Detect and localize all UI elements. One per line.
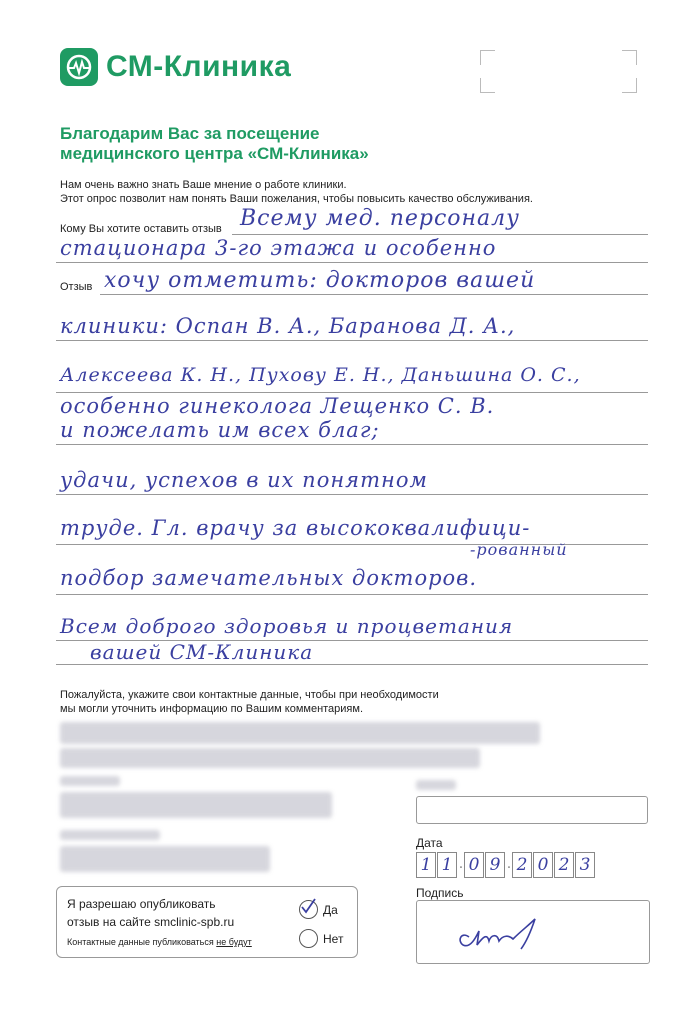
consent-note-emphasis: не будут [216, 937, 252, 947]
redacted-email-field [60, 846, 270, 872]
contact-prompt-line-1: Пожалуйста, укажите свои контактные данные, чтобы при необходимости [60, 689, 439, 701]
date-digit: 9 [485, 852, 505, 878]
date-label: Дата [416, 836, 443, 850]
ruled-line [100, 294, 648, 295]
handwritten-review-line: удачи, успехов в их понятном [60, 468, 428, 492]
logo-icon [60, 48, 98, 86]
ruled-line [232, 234, 648, 235]
checkmark-icon [298, 897, 318, 917]
handwritten-review-line: вашей СМ-Клиника [90, 640, 314, 664]
handwritten-signature [417, 901, 649, 963]
date-field[interactable] [416, 852, 596, 878]
ruled-line [56, 340, 648, 341]
date-digit: 0 [533, 852, 553, 878]
publish-consent-box [56, 886, 358, 958]
redacted-label [416, 780, 456, 790]
brand-name: СМ-Клиника [106, 50, 292, 83]
contact-input-field[interactable] [416, 796, 648, 824]
recipient-label: Кому Вы хотите оставить отзыв [60, 223, 222, 235]
consent-line-2: отзыв на сайте smclinic-spb.ru [67, 915, 235, 929]
page-title-line-1: Благодарим Вас за посещение [60, 124, 320, 143]
handwritten-recipient-line: Всему мед. персоналу [240, 206, 520, 231]
radio-yes-label: Да [323, 903, 338, 917]
signature-label: Подпись [416, 886, 464, 900]
handwritten-review-line: особенно гинеколога Лещенко С. В. [60, 394, 495, 418]
date-digit: 0 [464, 852, 484, 878]
date-digit: 1 [437, 852, 457, 878]
ruled-line [56, 444, 648, 445]
redacted-name-field [60, 748, 480, 768]
date-separator: . [458, 855, 464, 872]
redacted-label [60, 776, 120, 786]
consent-note [67, 935, 252, 949]
date-digit: 2 [554, 852, 574, 878]
ruled-line [56, 262, 648, 263]
radio-no[interactable] [299, 929, 318, 948]
handwritten-review-line: -рованный [470, 540, 568, 559]
date-digit: 2 [512, 852, 532, 878]
radio-no-label: Нет [323, 932, 344, 946]
intro-line-1: Нам очень важно знать Ваше мнение о работе клиники. [60, 179, 347, 191]
handwritten-review-line: хочу отметить: докторов вашей [104, 268, 536, 293]
ruled-line [56, 594, 648, 595]
page-title-line-2: медицинского центра «СМ-Клиника» [60, 144, 369, 163]
signature-field[interactable] [416, 900, 650, 964]
handwritten-review-line: труде. Гл. врачу за высококвалифици- [60, 516, 531, 540]
ruled-line [56, 664, 648, 665]
corner-mark-top-right [622, 50, 637, 65]
review-label: Отзыв [60, 281, 93, 293]
handwritten-review-line: подбор замечательных докторов. [60, 566, 478, 590]
ecg-pulse-icon [60, 48, 98, 86]
corner-mark-bottom-left [480, 78, 495, 93]
date-digit: 3 [575, 852, 595, 878]
handwritten-review-line: клиники: Оспан В. А., Баранова Д. А., [60, 314, 516, 338]
ruled-line [56, 494, 648, 495]
date-digit: 1 [416, 852, 436, 878]
handwritten-review-line: Всем доброго здоровья и процветания [60, 614, 514, 638]
contact-prompt-line-2: мы могли уточнить информацию по Вашим комментариям. [60, 703, 364, 715]
redacted-phone-field [60, 792, 332, 818]
redacted-name-field [60, 722, 540, 744]
consent-line-1: Я разрешаю опубликовать [67, 897, 216, 911]
date-separator: . [506, 855, 512, 872]
handwritten-recipient-line: стационара 3-го этажа и особенно [60, 236, 497, 260]
handwritten-review-line: и пожелать им всех благ; [60, 418, 380, 442]
corner-mark-top-left [480, 50, 495, 65]
radio-yes[interactable] [299, 900, 318, 919]
intro-line-2: Этот опрос позволит нам понять Ваши пожелания, чтобы повысить качество обслуживания. [60, 193, 533, 205]
corner-mark-bottom-right [622, 78, 637, 93]
ruled-line [56, 392, 648, 393]
consent-note-prefix: Контактные данные публиковаться [67, 937, 214, 947]
handwritten-review-line: Алексеева К. Н., Пухову Е. Н., Даньшина О. С., [60, 364, 581, 386]
redacted-label [60, 830, 160, 840]
